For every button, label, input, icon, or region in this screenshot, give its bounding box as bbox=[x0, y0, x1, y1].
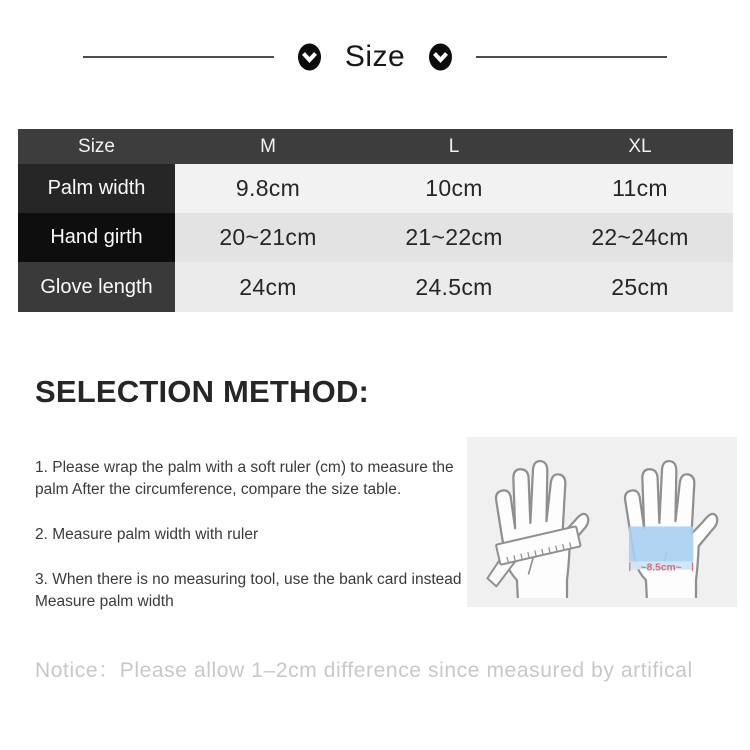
chevron-down-badge-icon-left bbox=[298, 43, 321, 71]
size-table bbox=[18, 129, 733, 312]
card-width-label: ~8.5cm~ bbox=[640, 562, 682, 574]
table-header-size: Size bbox=[18, 129, 175, 164]
instruction-step-3: 3. When there is no measuring tool, use the bank card instead Measure palm width bbox=[35, 571, 462, 610]
notice-text: Notice：Please allow 1–2cm difference since measured by artifical bbox=[35, 659, 693, 682]
divider-line-right bbox=[476, 56, 667, 58]
measurement-illustration-panel bbox=[467, 437, 737, 607]
cell-palm-width-xl: 11cm bbox=[547, 164, 733, 213]
row-label-palm-width: Palm width bbox=[18, 164, 175, 213]
divider-line-left bbox=[83, 56, 274, 58]
table-header-xl: XL bbox=[547, 129, 733, 164]
cell-hand-girth-l: 21~22cm bbox=[361, 213, 547, 262]
instruction-steps bbox=[35, 457, 465, 636]
table-header-m: M bbox=[175, 129, 361, 164]
row-label-hand-girth: Hand girth bbox=[18, 213, 175, 262]
cell-hand-girth-m: 20~21cm bbox=[175, 213, 361, 262]
chevron-down-badge-icon-right bbox=[429, 43, 452, 71]
cell-glove-length-l: 24.5cm bbox=[361, 262, 547, 312]
hand-with-card-illustration bbox=[609, 446, 724, 598]
table-header-l: L bbox=[361, 129, 547, 164]
row-label-glove-length: Glove length bbox=[18, 262, 175, 312]
section-header bbox=[0, 36, 750, 78]
cell-hand-girth-xl: 22~24cm bbox=[547, 213, 733, 262]
instruction-step-1: 1. Please wrap the palm with a soft ruler (cm) to measure the palm After the circumference, compare the size table. bbox=[35, 459, 454, 498]
cell-glove-length-m: 24cm bbox=[175, 262, 361, 312]
selection-method-heading: SELECTION METHOD: bbox=[35, 374, 370, 409]
hand-with-ruler-illustration bbox=[480, 446, 595, 598]
cell-palm-width-m: 9.8cm bbox=[175, 164, 361, 213]
cell-glove-length-xl: 25cm bbox=[547, 262, 733, 312]
cell-palm-width-l: 10cm bbox=[361, 164, 547, 213]
page-title: Size bbox=[344, 40, 406, 73]
instruction-step-2: 2. Measure palm width with ruler bbox=[35, 526, 259, 543]
